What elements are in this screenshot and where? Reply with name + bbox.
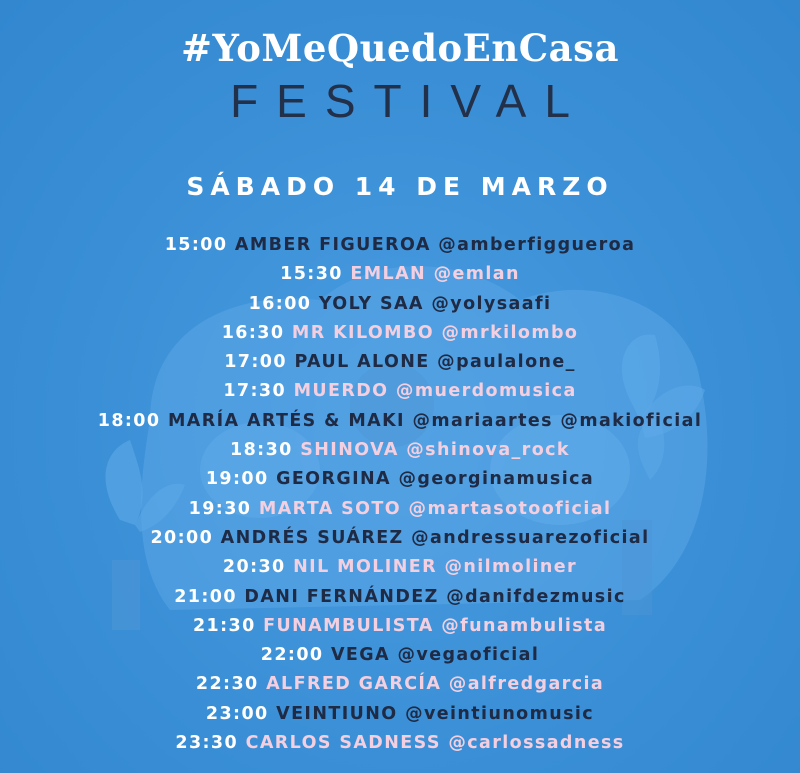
slot-time: 15:00 — [164, 235, 228, 255]
slot-time: 20:00 — [150, 527, 214, 548]
slot-time: 21:30 — [192, 615, 256, 636]
schedule-row — [0, 641, 800, 670]
schedule-row — [0, 524, 800, 553]
schedule-row — [0, 495, 800, 524]
slot-artist: VEGA — [330, 645, 390, 666]
slot-time: 15:30 — [280, 264, 343, 285]
slot-artist: CARLOS SADNESS — [245, 733, 441, 754]
slot-time: 17:30 — [223, 381, 287, 402]
slot-artist: MUERDO — [293, 381, 389, 402]
schedule-row — [0, 670, 800, 699]
slot-handle: @mrkilombo — [441, 322, 579, 343]
schedule-row — [0, 729, 800, 758]
slot-artist: NIL MOLINER — [293, 557, 437, 578]
schedule-row — [0, 260, 800, 289]
slot-artist: DANI FERNÁNDEZ — [244, 586, 439, 607]
schedule-row — [0, 231, 800, 260]
slot-time: 21:00 — [174, 586, 237, 607]
slot-handle: @paulalone_ — [437, 352, 576, 373]
slot-handle: @amberfiggueroa — [438, 235, 636, 255]
slot-handle: @martasotooficial — [408, 498, 612, 519]
slot-time: 18:30 — [230, 440, 293, 461]
slot-artist: GEORGINA — [276, 469, 391, 490]
schedule-row — [0, 553, 800, 582]
slot-artist: FUNAMBULISTA — [263, 615, 434, 636]
slot-artist: YOLY SAA — [318, 293, 424, 314]
slot-time: 19:00 — [205, 469, 269, 490]
hashtag-title: #YoMeQuedoEnCasa — [181, 26, 619, 70]
slot-time: 22:00 — [260, 645, 324, 666]
slot-artist: MARÍA ARTÉS & MAKI — [167, 410, 405, 431]
slot-artist: MR KILOMBO — [291, 322, 434, 343]
slot-handle: @yolysaafi — [431, 293, 552, 314]
slot-handle: @georginamusica — [398, 469, 595, 490]
slot-handle: @nilmoliner — [444, 557, 578, 578]
slot-handle: @emlan — [433, 264, 520, 285]
festival-subtitle: FESTIVAL — [230, 75, 588, 127]
schedule-row — [0, 348, 800, 377]
slot-handle: @danifdezmusic — [446, 586, 626, 607]
slot-time: 17:00 — [224, 352, 287, 373]
slot-handle: @shinova_rock — [406, 440, 570, 461]
slot-artist: PAUL ALONE — [294, 352, 430, 373]
slot-time: 20:30 — [222, 557, 286, 578]
schedule-row — [0, 436, 800, 465]
slot-artist: ALFRED GARCÍA — [266, 674, 442, 695]
slot-handle: @veintiunomusic — [405, 703, 595, 724]
slot-time: 19:30 — [188, 498, 252, 519]
slot-artist: MARTA SOTO — [258, 498, 402, 519]
slot-handle: @carlossadness — [448, 733, 625, 754]
slot-handle: @mariaartes @makioficial — [412, 410, 703, 431]
slot-handle: @alfredgarcia — [448, 674, 605, 695]
schedule-row — [0, 407, 800, 436]
slot-artist: AMBER FIGUEROA — [234, 235, 431, 255]
schedule-row — [0, 700, 800, 729]
schedule-row — [0, 319, 800, 348]
slot-time: 18:00 — [97, 410, 161, 431]
schedule-list — [0, 231, 800, 758]
event-date: SÁBADO 14 DE MARZO — [186, 172, 614, 201]
schedule-row — [0, 377, 800, 406]
slot-handle: @vegaoficial — [397, 645, 540, 666]
slot-time: 16:30 — [221, 322, 285, 343]
slot-handle: @muerdomusica — [395, 381, 577, 402]
schedule-row — [0, 583, 800, 612]
slot-time: 23:00 — [205, 703, 269, 724]
slot-artist: EMLAN — [350, 264, 427, 285]
slot-time: 16:00 — [248, 293, 312, 314]
slot-handle: @funambulista — [441, 615, 608, 636]
schedule-row — [0, 465, 800, 494]
slot-artist: VEINTIUNO — [276, 703, 398, 724]
slot-artist: SHINOVA — [300, 440, 399, 461]
schedule-row — [0, 290, 800, 319]
slot-handle: @andressuarezoficial — [411, 527, 650, 548]
schedule-row — [0, 612, 800, 641]
slot-time: 23:30 — [175, 733, 239, 754]
slot-artist: ANDRÉS SUÁREZ — [220, 527, 404, 548]
slot-time: 22:30 — [195, 674, 259, 695]
